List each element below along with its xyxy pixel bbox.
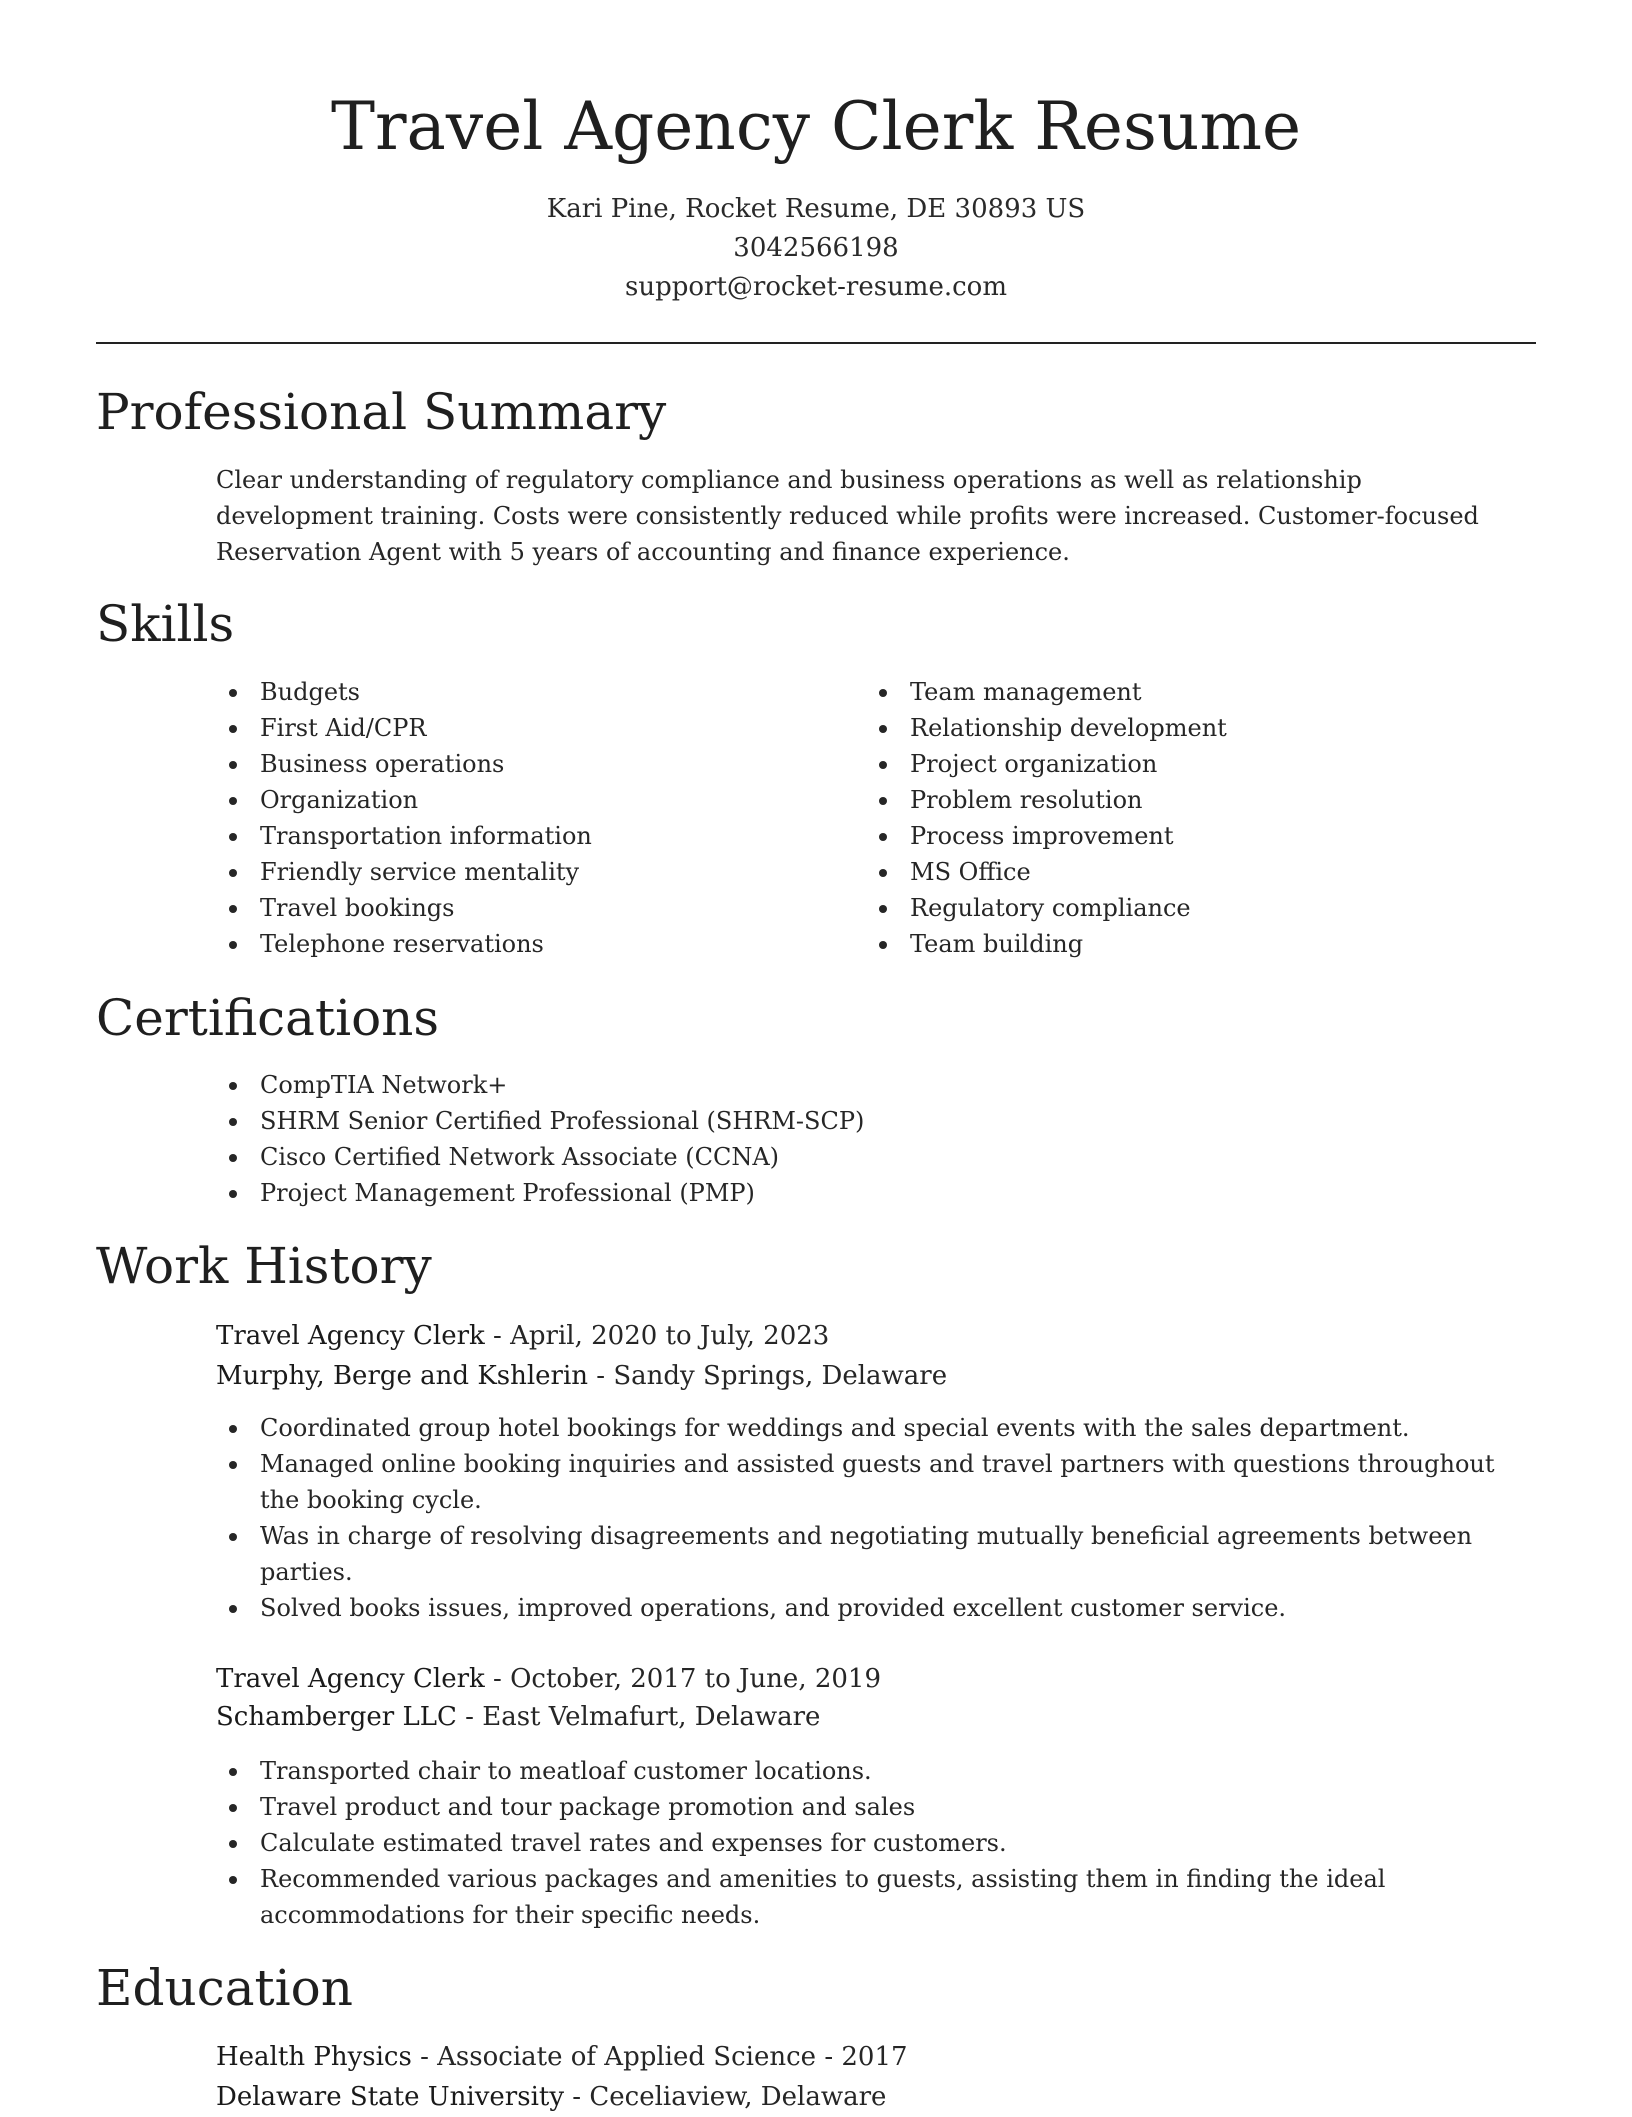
list-item: Coordinated group hotel bookings for weddings and special events with the sales department.	[216, 1410, 1526, 1446]
list-item: Team management	[866, 674, 1506, 710]
list-item: Transportation information	[216, 818, 836, 854]
header-divider	[96, 342, 1536, 344]
list-item: Was in charge of resolving disagreements and negotiating mutually beneficial agreements between parties.	[216, 1518, 1526, 1590]
separator: -	[816, 2042, 842, 2072]
list-item: Recommended various packages and amenities to guests, assisting them in finding the ideal accommodations for their specific needs.	[216, 1861, 1526, 1933]
list-item: Solved books issues, improved operations, and provided excellent customer service.	[216, 1590, 1526, 1626]
list-item: Business operations	[216, 746, 836, 782]
list-item: Team building	[866, 926, 1506, 962]
job-dates: October, 2017 to June, 2019	[510, 1664, 882, 1694]
list-item: Project Management Professional (PMP)	[216, 1175, 1516, 1211]
education-year: 2017	[841, 2042, 908, 2072]
education-school-line	[216, 2077, 886, 2117]
list-item: Project organization	[866, 746, 1506, 782]
list-item: Transported chair to meatloaf customer locations.	[216, 1753, 1526, 1789]
skills-list-left	[216, 674, 836, 962]
certifications-list	[216, 1067, 1516, 1211]
education-heading: Education	[96, 1959, 353, 2017]
list-item: Problem resolution	[866, 782, 1506, 818]
job-title: Travel Agency Clerk	[216, 1321, 485, 1351]
contact-phone: 3042566198	[733, 233, 899, 263]
education-field: Health Physics	[216, 2042, 412, 2072]
separator: -	[411, 2042, 438, 2072]
list-item: CompTIA Network+	[216, 1067, 1516, 1103]
list-item: Travel product and tour package promotion and sales	[216, 1789, 1526, 1825]
job-company: Murphy, Berge and Kshlerin	[216, 1361, 589, 1391]
list-item: Calculate estimated travel rates and expenses for customers.	[216, 1825, 1526, 1861]
list-item: Cisco Certified Network Associate (CCNA)	[216, 1139, 1516, 1175]
separator: -	[484, 1664, 511, 1694]
job-duties-list	[216, 1410, 1526, 1626]
separator: -	[456, 1702, 483, 1732]
list-item: Process improvement	[866, 818, 1506, 854]
summary-heading: Professional Summary	[96, 383, 667, 441]
education-degree-line	[216, 2037, 908, 2077]
summary-text: Clear understanding of regulatory compliance and business operations as well as relationship development training. Costs were consistently reduced while profits were increased. Customer-focused Reservation Agent with 5 years of accounting and finance experience.	[216, 466, 1479, 566]
job-company-line	[216, 1356, 947, 1396]
resume-title: Travel Agency Clerk Resume	[330, 88, 1302, 165]
certifications-heading: Certifications	[96, 989, 440, 1047]
job-company: Schamberger LLC	[216, 1702, 457, 1732]
contact-address: Kari Pine, Rocket Resume, DE 30893 US	[546, 194, 1086, 224]
separator: -	[588, 1361, 614, 1391]
job-company-line	[216, 1697, 820, 1737]
job-dates: April, 2020 to July, 2023	[510, 1321, 830, 1351]
list-item: Travel bookings	[216, 890, 836, 926]
education-school: Delaware State University	[216, 2082, 565, 2112]
education-location: Ceceliaview, Delaware	[589, 2082, 887, 2112]
job-title-line	[216, 1659, 881, 1699]
job-title: Travel Agency Clerk	[216, 1664, 485, 1694]
job-duties-list	[216, 1753, 1526, 1933]
contact-email: support@rocket-resume.com	[624, 272, 1007, 302]
separator: -	[564, 2082, 590, 2112]
list-item: Relationship development	[866, 710, 1506, 746]
separator: -	[484, 1321, 511, 1351]
list-item: Friendly service mentality	[216, 854, 836, 890]
job-location: Sandy Springs, Delaware	[613, 1361, 948, 1391]
list-item: SHRM Senior Certified Professional (SHRM-SCP)	[216, 1103, 1516, 1139]
education-degree: Associate of Applied Science	[437, 2042, 817, 2072]
skills-heading: Skills	[96, 595, 235, 653]
contact-block	[0, 190, 1632, 307]
job-title-line	[216, 1316, 829, 1356]
list-item: Managed online booking inquiries and assisted guests and travel partners with questions throughout the booking cycle.	[216, 1446, 1526, 1518]
list-item: Budgets	[216, 674, 836, 710]
list-item: MS Office	[866, 854, 1506, 890]
list-item: Regulatory compliance	[866, 890, 1506, 926]
list-item: Organization	[216, 782, 836, 818]
work-history-heading: Work History	[96, 1237, 432, 1295]
skills-list-right	[866, 674, 1506, 962]
list-item: Telephone reservations	[216, 926, 836, 962]
job-location: East Velmafurt, Delaware	[482, 1702, 821, 1732]
list-item: First Aid/CPR	[216, 710, 836, 746]
